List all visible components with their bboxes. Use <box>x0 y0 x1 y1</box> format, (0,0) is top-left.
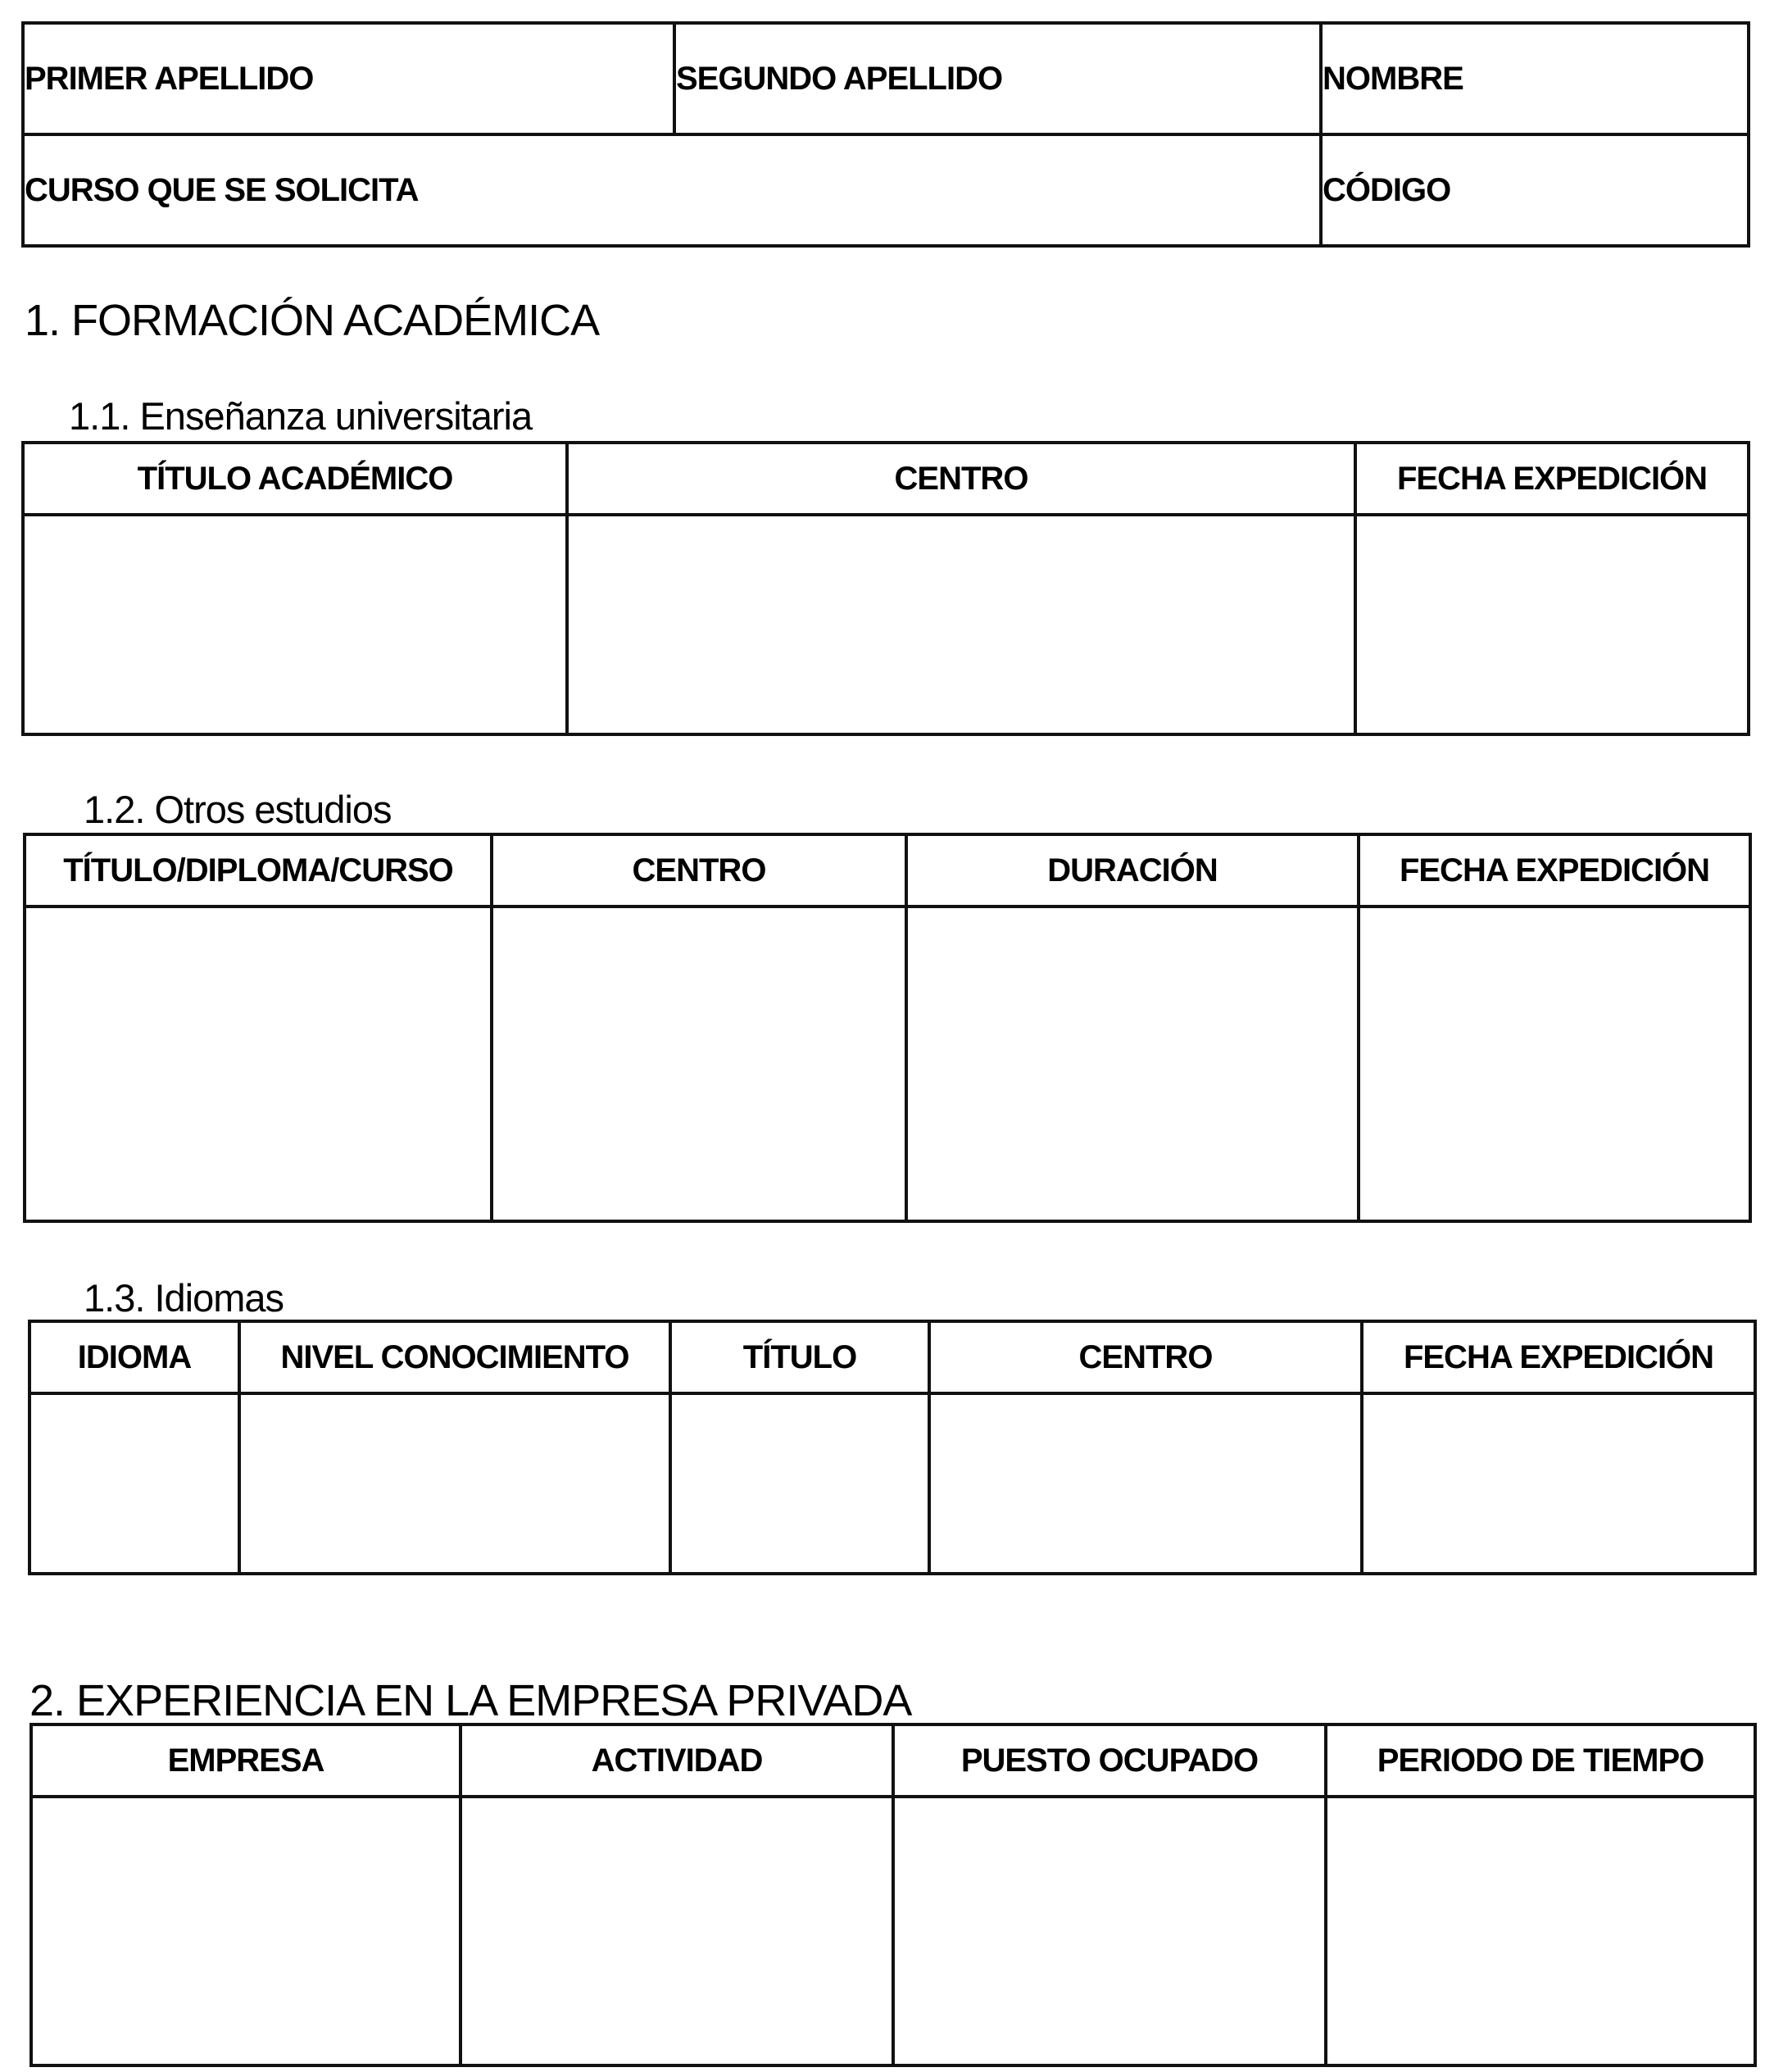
university-titulo-input[interactable] <box>23 515 567 734</box>
experience-col-actividad: ACTIVIDAD <box>461 1724 893 1797</box>
experience-col-puesto: PUESTO OCUPADO <box>893 1724 1326 1797</box>
other-col-centro: CENTRO <box>492 834 906 906</box>
languages-centro-input[interactable] <box>929 1393 1362 1574</box>
section-1-title: 1. FORMACIÓN ACADÉMICA <box>25 296 600 345</box>
languages-col-nivel: NIVEL CONOCIMIENTO <box>239 1321 670 1393</box>
primer-apellido-label: PRIMER APELLIDO <box>25 60 314 97</box>
languages-idioma-input[interactable] <box>29 1393 239 1574</box>
experience-col-periodo: PERIODO DE TIEMPO <box>1326 1724 1755 1797</box>
other-fecha-input[interactable] <box>1359 906 1750 1221</box>
section-2-title: 2. EXPERIENCIA EN LA EMPRESA PRIVADA <box>29 1676 912 1725</box>
subsection-1-2-title: 1.2. Otros estudios <box>84 788 392 831</box>
experience-empresa-input[interactable] <box>31 1797 461 2065</box>
curso-field[interactable] <box>23 134 1321 246</box>
codigo-label: CÓDIGO <box>1323 171 1451 208</box>
other-col-duracion: DURACIÓN <box>906 834 1359 906</box>
nombre-field[interactable] <box>1321 23 1749 134</box>
languages-titulo-input[interactable] <box>670 1393 929 1574</box>
languages-col-centro: CENTRO <box>929 1321 1362 1393</box>
personal-data-table <box>21 21 1747 244</box>
experience-table <box>29 1723 1754 2067</box>
other-studies-table <box>23 833 1749 1223</box>
primer-apellido-field[interactable] <box>23 23 674 134</box>
other-duracion-input[interactable] <box>906 906 1359 1221</box>
experience-col-empresa: EMPRESA <box>31 1724 461 1797</box>
experience-actividad-input[interactable] <box>461 1797 893 2065</box>
languages-fecha-input[interactable] <box>1362 1393 1755 1574</box>
university-col-fecha: FECHA EXPEDICIÓN <box>1355 443 1749 515</box>
other-col-fecha: FECHA EXPEDICIÓN <box>1359 834 1750 906</box>
experience-periodo-input[interactable] <box>1326 1797 1755 2065</box>
university-table <box>21 441 1747 736</box>
other-centro-input[interactable] <box>492 906 906 1221</box>
university-col-titulo: TÍTULO ACADÉMICO <box>23 443 567 515</box>
segundo-apellido-label: SEGUNDO APELLIDO <box>676 60 1003 97</box>
university-col-centro: CENTRO <box>567 443 1355 515</box>
languages-table <box>28 1320 1754 1575</box>
university-fecha-input[interactable] <box>1355 515 1749 734</box>
subsection-1-1-title: 1.1. Enseñanza universitaria <box>69 394 533 438</box>
experience-puesto-input[interactable] <box>893 1797 1326 2065</box>
other-col-titulo: TÍTULO/DIPLOMA/CURSO <box>25 834 492 906</box>
university-centro-input[interactable] <box>567 515 1355 734</box>
languages-col-idioma: IDIOMA <box>29 1321 239 1393</box>
nombre-label: NOMBRE <box>1323 60 1463 97</box>
other-titulo-input[interactable] <box>25 906 492 1221</box>
languages-nivel-input[interactable] <box>239 1393 670 1574</box>
subsection-1-3-title: 1.3. Idiomas <box>84 1276 284 1320</box>
languages-col-titulo: TÍTULO <box>670 1321 929 1393</box>
segundo-apellido-field[interactable] <box>674 23 1321 134</box>
curso-label: CURSO QUE SE SOLICITA <box>25 171 419 208</box>
codigo-field[interactable] <box>1321 134 1749 246</box>
languages-col-fecha: FECHA EXPEDICIÓN <box>1362 1321 1755 1393</box>
